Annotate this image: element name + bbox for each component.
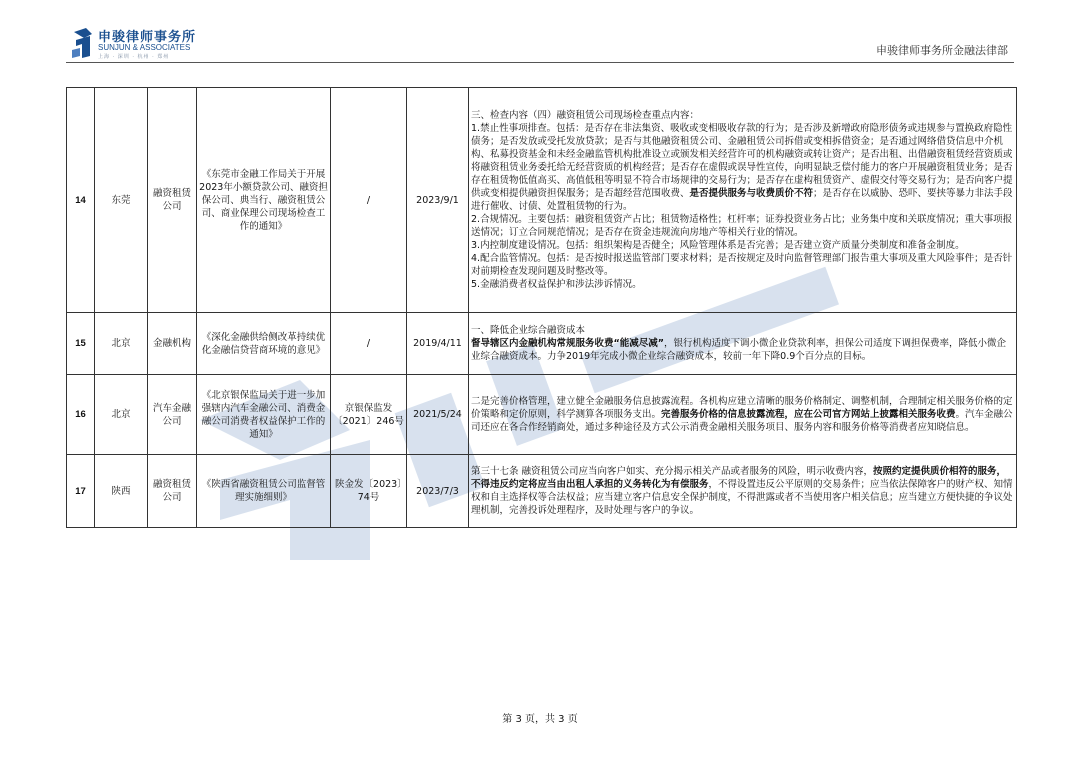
- region-cell: 东莞: [95, 88, 148, 313]
- content-cell: [469, 455, 1017, 528]
- content-paragraph: 2.合规情况。主要包括：融资租赁资产占比；租赁物适格性；杠杆率；证券投资业务占比；业务集中度和关联度情况；重大事项报送情况；订立合同规范情况；是否存在资金违规流向房地产等相关行业的情况。: [471, 214, 1013, 238]
- logo-chinese-name: 申骏律师事务所: [98, 30, 197, 45]
- content-text: 1.禁止性事项排查。包括：是否存在非法集资、吸收或变相吸收存款的行为；是否涉及新增政府隐形债务或违规参与置换政府隐性债务；是否发放或受托发放贷款；是否与其他融资租赁公司、金融租赁公司拆借或变相拆借资金；是否通过网络借贷信息中介机构、私募投资基金和未经金融监管机构批准设立或颁发相关经营许可的机构融资或转让资产；是否出租、出借融资租赁经营资质或将融资租赁业务委托给无经营资质的机构经营；是否存在虚假或误导性宣传，向明显缺乏偿付能力的客户开展融资租赁业务；是否存在租赁物低值高买、高值低租等明显不符合市场规律的交易行为；是否存在虚构租赁资产、虚假交付等交易行为；是否向客户提供或变相提供融资担保服务；是否超经营范围收费、: [471, 123, 1013, 199]
- content-emphasis: 是否提供服务与收费质价不符: [689, 188, 814, 199]
- issue-date-cell: 2023/7/3: [407, 455, 469, 528]
- document-title-cell: 《深化金融供给侧改革持续优化金融信贷营商环境的意见》: [197, 313, 331, 375]
- content-heading: 三、检查内容（四）融资租赁公司现场检查重点内容：: [471, 110, 700, 121]
- issue-date-cell: 2021/5/24: [407, 375, 469, 455]
- issue-date-cell: 2019/4/11: [407, 313, 469, 375]
- issue-date-cell: 2023/9/1: [407, 88, 469, 313]
- header-divider: [66, 62, 1014, 63]
- firm-logo: [72, 26, 222, 62]
- content-heading: 一、降低企业综合融资成本: [471, 325, 586, 336]
- entity-type-cell: 融资租赁公司: [148, 455, 197, 528]
- content-cell: [469, 375, 1017, 455]
- content-text: 。汽车金融公司还应在各合作经销商处，通过多种途径及方式公示消费金融相关服务项目、服务内容和服务价格等消费者应知晓信息。: [471, 409, 1013, 433]
- document-code-cell: /: [331, 88, 407, 313]
- table-row: [67, 375, 1017, 455]
- table-row: [67, 455, 1017, 528]
- entity-type-cell: 汽车金融公司: [148, 375, 197, 455]
- content-paragraph: [471, 465, 1014, 517]
- sunjun-logo-icon: [72, 28, 94, 58]
- row-number: 16: [67, 375, 95, 455]
- table-row: [67, 313, 1017, 375]
- content-text: ，不得设置违反公平原则的交易条件；应当依法保障客户的财产权、知情权和自主选择权等合法权益；应当建立客户信息安全保护制度，不得泄露或者不当使用客户相关信息；应当建立方便快捷的争议处理机制，完善投诉处理程序，及时处理与客户的争议。: [471, 479, 1013, 516]
- content-paragraph: [471, 395, 1014, 434]
- region-cell: 北京: [95, 375, 148, 455]
- regulation-table: [66, 87, 1017, 528]
- content-text: 二是完善价格管理，建立健全金融服务信息披露流程。各机构应建立清晰的服务价格制定、调整机制，合理制定相关服务价格的定价策略和定价原则，科学测算各项服务支出。: [471, 396, 1013, 420]
- row-number: 17: [67, 455, 95, 528]
- page-number: 第 3 页，共 3 页: [502, 714, 578, 725]
- document-title-cell: 《陕西省融资租赁公司监督管理实施细则》: [197, 455, 331, 528]
- content-paragraph: [471, 122, 1014, 213]
- content-cell: [469, 88, 1017, 313]
- content-paragraph: [471, 337, 1014, 363]
- region-cell: 陕西: [95, 455, 148, 528]
- region-cell: 北京: [95, 313, 148, 375]
- logo-cities: 上海 · 深圳 · 杭州 · 郑州: [98, 54, 170, 60]
- content-paragraph: 3.内控制度建设情况。包括：组织架构是否健全；风险管理体系是否完善；是否建立资产质量分类制度和准备金制度。: [471, 240, 965, 251]
- entity-type-cell: 金融机构: [148, 313, 197, 375]
- row-number: 14: [67, 88, 95, 313]
- entity-type-cell: 融资租赁公司: [148, 88, 197, 313]
- content-text: ；是否存在以威胁、恐吓、要挟等暴力非法手段进行催收、讨债、处置租赁物的行为。: [471, 188, 1013, 212]
- content-emphasis: 完善服务价格的信息披露流程，应在公司官方网站上披露相关服务收费: [661, 409, 956, 420]
- content-text: ，银行机构适度下调小微企业贷款利率，担保公司适度下调担保费率，降低小微企业综合融资成本。力争2019年完成小微企业综合融资成本，较前一年下降0.9个百分点的目标。: [471, 338, 1007, 362]
- content-paragraph: 4.配合监管情况。包括：是否按时报送监管部门要求材料；是否按规定及时向监督管理部门报告重大事项及重大风险事件；是否针对前期检查发现问题及时整改等。: [471, 253, 1013, 277]
- content-emphasis: 督导辖区内金融机构常规服务收费“能减尽减”: [471, 338, 664, 349]
- row-number: 15: [67, 313, 95, 375]
- document-code-cell: 陕金发〔2023〕74号: [331, 455, 407, 528]
- document-title-cell: 《北京银保监局关于进一步加强辖内汽车金融公司、消费金融公司消费者权益保护工作的通知》: [197, 375, 331, 455]
- content-emphasis: 按照约定提供质价相符的服务，不得违反约定将应当由出租人承担的义务转化为有偿服务: [471, 466, 1007, 490]
- department-title: 申骏律师事务所金融法律部: [876, 44, 1008, 57]
- content-text: 第三十七条 融资租赁公司应当向客户如实、充分揭示相关产品或者服务的风险，明示收费内容，: [471, 466, 874, 477]
- document-title-cell: 《东莞市金融工作局关于开展2023年小额贷款公司、融资担保公司、典当行、融资租赁公司、商业保理公司现场检查工作的通知》: [197, 88, 331, 313]
- page-header: [0, 0, 1080, 70]
- content-paragraph: 5.金融消费者权益保护和涉法涉诉情况。: [471, 279, 642, 290]
- document-code-cell: /: [331, 313, 407, 375]
- content-cell: [469, 313, 1017, 375]
- document-code-cell: 京银保监发〔2021〕246号: [331, 375, 407, 455]
- table-row: [67, 88, 1017, 313]
- logo-english-name: SUNJUN & ASSOCIATES: [98, 43, 191, 52]
